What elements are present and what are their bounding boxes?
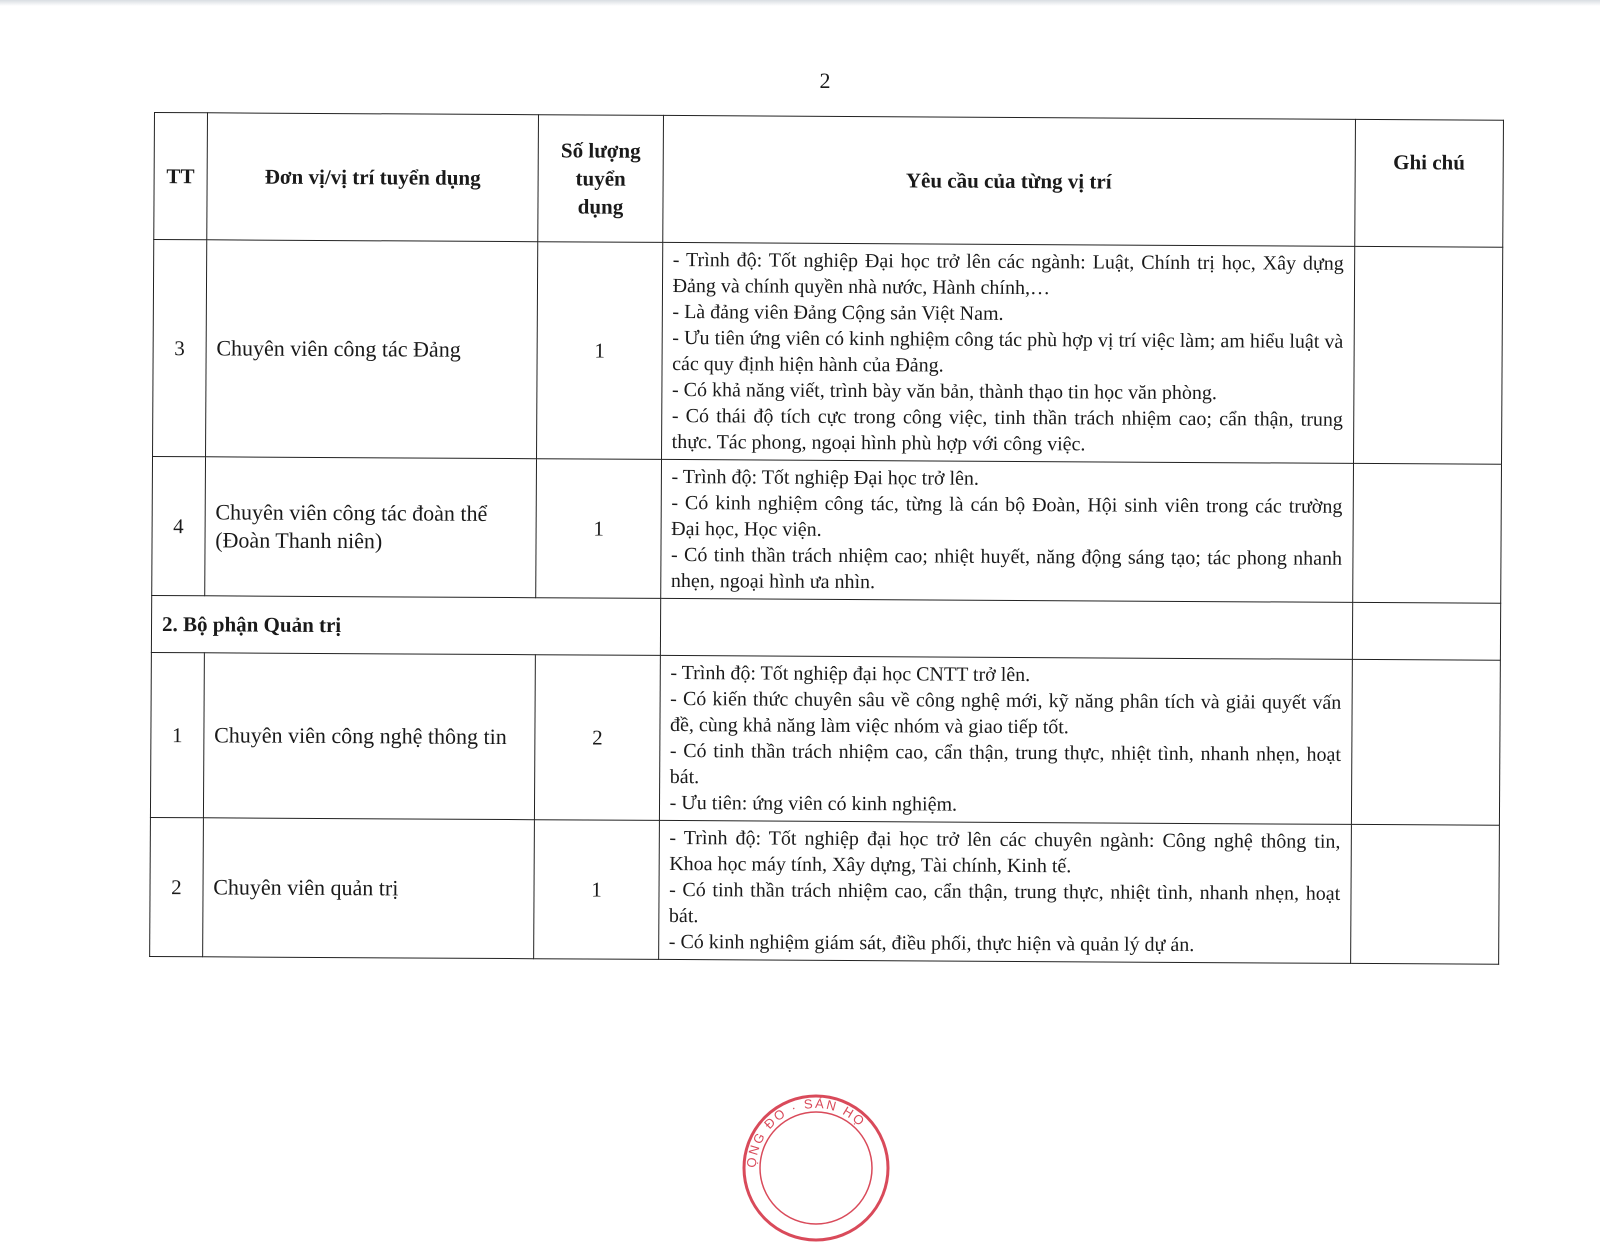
row-unit: Chuyên viên quản trị [202, 818, 535, 959]
row-requirements [660, 459, 1353, 602]
requirement-line: - Có kiến thức chuyên sâu về công nghệ mới, kỹ năng phân tích và giải quyết vấn đề, cùng khả năng làm việc nhóm và giao tiếp tốt. [670, 687, 1342, 739]
row-quantity: 1 [534, 820, 659, 960]
row-note [1352, 463, 1501, 603]
section-title: 2. Bộ phận Quản trị [151, 595, 660, 655]
section-row [151, 595, 1500, 660]
requirement-line: - Ưu tiên: ứng viên có kinh nghiệm. [669, 791, 958, 816]
header-quantity [538, 115, 663, 243]
row-quantity: 2 [535, 655, 660, 821]
table-row [150, 652, 1500, 825]
table-body-group1 [152, 240, 1503, 604]
row-note [1351, 659, 1500, 825]
header-note: Ghi chú [1354, 119, 1503, 247]
row-note [1350, 824, 1499, 964]
table-row [150, 817, 1500, 964]
section-requirements-empty [660, 598, 1352, 659]
recruitment-table [149, 112, 1504, 965]
row-tt: 1 [150, 652, 204, 817]
table-header-row [154, 113, 1504, 248]
row-quantity: 1 [537, 242, 662, 460]
header-quantity-line: dụng [577, 194, 624, 219]
scan-edge [0, 0, 1600, 6]
row-note [1353, 246, 1503, 464]
requirement-line: - Có khả năng viết, trình bày văn bản, thành thạo tin học văn phòng. [671, 378, 1217, 405]
header-unit: Đơn vị/vị trí tuyển dụng [206, 113, 538, 242]
requirement-line: - Ưu tiên ứng viên có kinh nghiệm công tác phù hợp vị trí việc làm; am hiểu luật và các quy định hiện hành của Đảng. [672, 326, 1344, 377]
section-note-empty [1352, 602, 1501, 660]
requirement-line: - Trình độ: Tốt nghiệp đại học CNTT trở lên. [670, 661, 1031, 687]
table-body-group2 [150, 652, 1501, 964]
row-tt: 4 [152, 456, 206, 595]
svg-text:ỌNG ĐO · SẢN HỌ: ỌNG ĐO · SẢN HỌ [743, 1095, 869, 1169]
requirement-line: - Có kinh nghiệm giám sát, điều phối, thực hiện và quản lý dự án. [668, 930, 1195, 957]
row-quantity: 1 [536, 459, 661, 599]
row-requirements [661, 242, 1354, 463]
header-tt: TT [154, 113, 207, 240]
section-2 [151, 595, 1500, 660]
header-quantity-line: tuyển [575, 166, 626, 191]
row-tt: 3 [153, 240, 207, 457]
table-row [153, 240, 1503, 465]
requirement-line: - Có tinh thần trách nhiệm cao, cẩn thận, trung thực, nhiệt tình, nhanh nhẹn, hoạt bát. [668, 878, 1341, 928]
requirement-line: - Có tinh thần trách nhiệm cao; nhiệt huyết, năng động sáng tạo; tác phong nhanh nhẹn, ngoại hình ưa nhìn. [670, 543, 1343, 594]
header-quantity-line: Số lượng [560, 138, 641, 163]
red-seal-stamp [736, 1088, 896, 1248]
requirement-line: - Trình độ: Tốt nghiệp Đại học trở lên. [671, 465, 979, 490]
row-requirements [659, 655, 1352, 824]
row-unit: Chuyên viên công tác Đảng [205, 240, 538, 459]
requirement-line: - Có thái độ tích cực trong công việc, tinh thần trách nhiệm cao; cẩn thận, trung thực. Tác phong, ngoại hình phù hợp với công việc. [671, 404, 1343, 456]
row-tt: 2 [150, 817, 204, 956]
requirement-line: - Trình độ: Tốt nghiệp đại học trở lên các chuyên ngành: Công nghệ thông tin, Khoa học máy tính, Xây dựng, Tài chính, Kinh tế. [669, 826, 1341, 878]
requirement-line: - Có kinh nghiệm công tác, từng là cán bộ Đoàn, Hội sinh viên trong các trường Đại học, Học viện. [671, 491, 1343, 541]
row-requirements [658, 820, 1351, 963]
requirement-line: - Có tinh thần trách nhiệm cao, cẩn thận, trung thực, nhiệt tình, nhanh nhẹn, hoạt bát. [669, 739, 1342, 789]
row-unit: Chuyên viên công nghệ thông tin [203, 653, 536, 820]
header-requirements: Yêu cầu của từng vị trí [662, 115, 1355, 246]
page-number: 2 [819, 68, 831, 93]
row-unit: Chuyên viên công tác đoàn thể (Đoàn Thanh niên) [204, 457, 537, 598]
requirement-line: - Trình độ: Tốt nghiệp Đại học trở lên các ngành: Luật, Chính trị học, Xây dựng Đảng và chính quyền nhà nước, Hành chính,… [672, 248, 1344, 300]
requirement-line: - Là đảng viên Đảng Cộng sản Việt Nam. [672, 300, 1004, 325]
table-row [152, 456, 1502, 603]
